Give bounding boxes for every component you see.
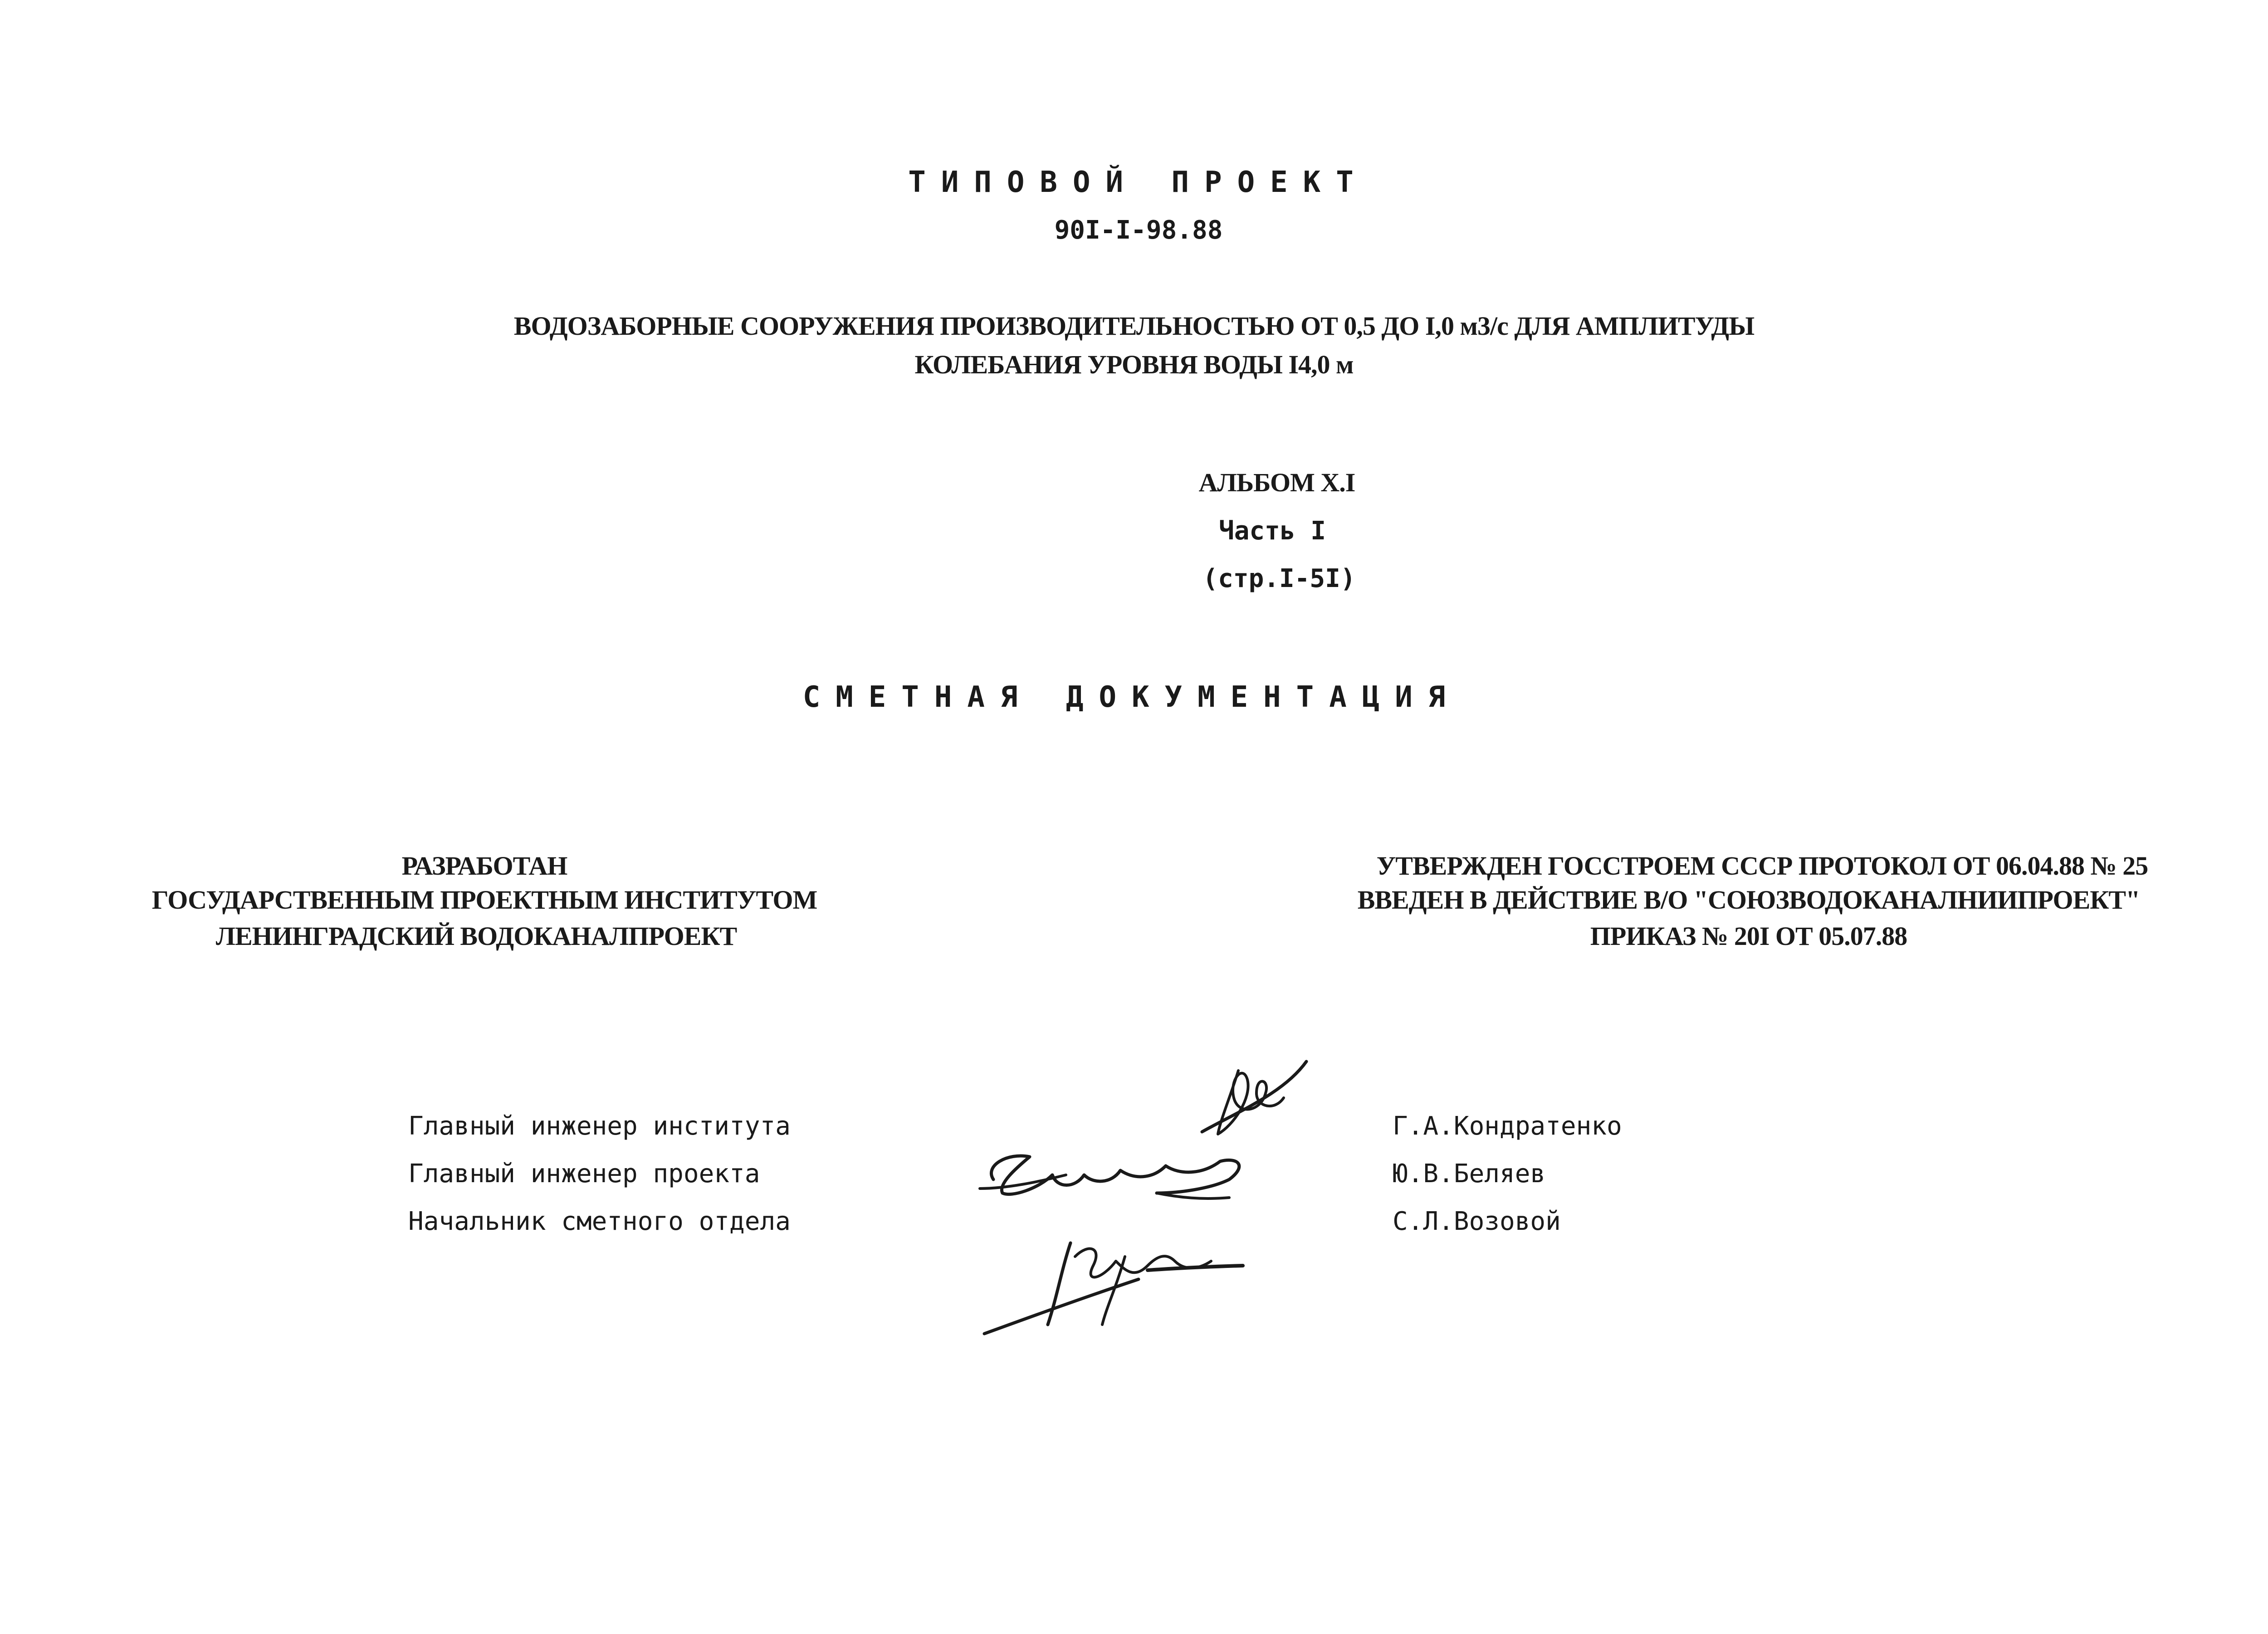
developer-line-1: РАЗРАБОТАН xyxy=(401,851,567,881)
signatory-position-3: Начальник сметного отдела xyxy=(408,1207,791,1236)
signature-stroke-6 xyxy=(1048,1243,1070,1325)
approval-line-2: ВВЕДЕН В ДЕЙСТВИЕ В/О "СОЮЗВОДОКАНАЛНИИПРОЕКТ" xyxy=(1357,885,2140,915)
signature-stroke-3 xyxy=(991,1156,1239,1194)
signature-stroke-2 xyxy=(1218,1071,1284,1134)
developer-line-3: ЛЕНИНГРАДСКИЙ ВОДОКАНАЛПРОЕКТ xyxy=(215,921,737,951)
signatory-position-1: Главный инженер института xyxy=(408,1111,791,1141)
signature-stroke-1 xyxy=(1202,1062,1306,1132)
description-line-2: КОЛЕБАНИЯ УРОВНЯ ВОДЫ I4,0 м xyxy=(914,350,1354,379)
handwritten-signatures xyxy=(966,1043,1329,1343)
signature-stroke-10 xyxy=(1148,1266,1243,1270)
developer-line-2: ГОСУДАРСТВЕННЫМ ПРОЕКТНЫМ ИНСТИТУТОМ xyxy=(152,885,817,915)
signatory-name-2: Ю.В.Беляев xyxy=(1393,1159,1546,1189)
project-code: 90I-I-98.88 xyxy=(1054,215,1223,245)
project-type-title: ТИПОВОЙ ПРОЕКТ xyxy=(908,166,1369,199)
signatory-name-3: С.Л.Возовой xyxy=(1393,1207,1561,1236)
approval-line-3: ПРИКАЗ № 20I ОТ 05.07.88 xyxy=(1590,921,1907,951)
signatory-name-1: Г.А.Кондратенко xyxy=(1393,1111,1622,1141)
description-line-1: ВОДОЗАБОРНЫЕ СООРУЖЕНИЯ ПРОИЗВОДИТЕЛЬНОСТЬЮ ОТ 0,5 ДО I,0 м3/с ДЛЯ АМПЛИТУДЫ xyxy=(513,311,1755,341)
album-pages: (стр.I-5I) xyxy=(1202,564,1356,593)
signature-stroke-7 xyxy=(1075,1249,1211,1277)
section-title: СМЕТНАЯ ДОКУМЕНТАЦИЯ xyxy=(802,680,1461,714)
signature-stroke-5 xyxy=(1157,1193,1229,1199)
album-part: Часть I xyxy=(1218,516,1326,546)
signature-stroke-9 xyxy=(984,1279,1139,1334)
album-number: АЛЬБОМ Х.I xyxy=(1198,468,1355,497)
approval-line-1: УТВЕРЖДЕН ГОССТРОЕМ СССР ПРОТОКОЛ ОТ 06.04.88 № 25 xyxy=(1376,851,2148,881)
signatory-position-2: Главный инженер проекта xyxy=(408,1159,760,1189)
